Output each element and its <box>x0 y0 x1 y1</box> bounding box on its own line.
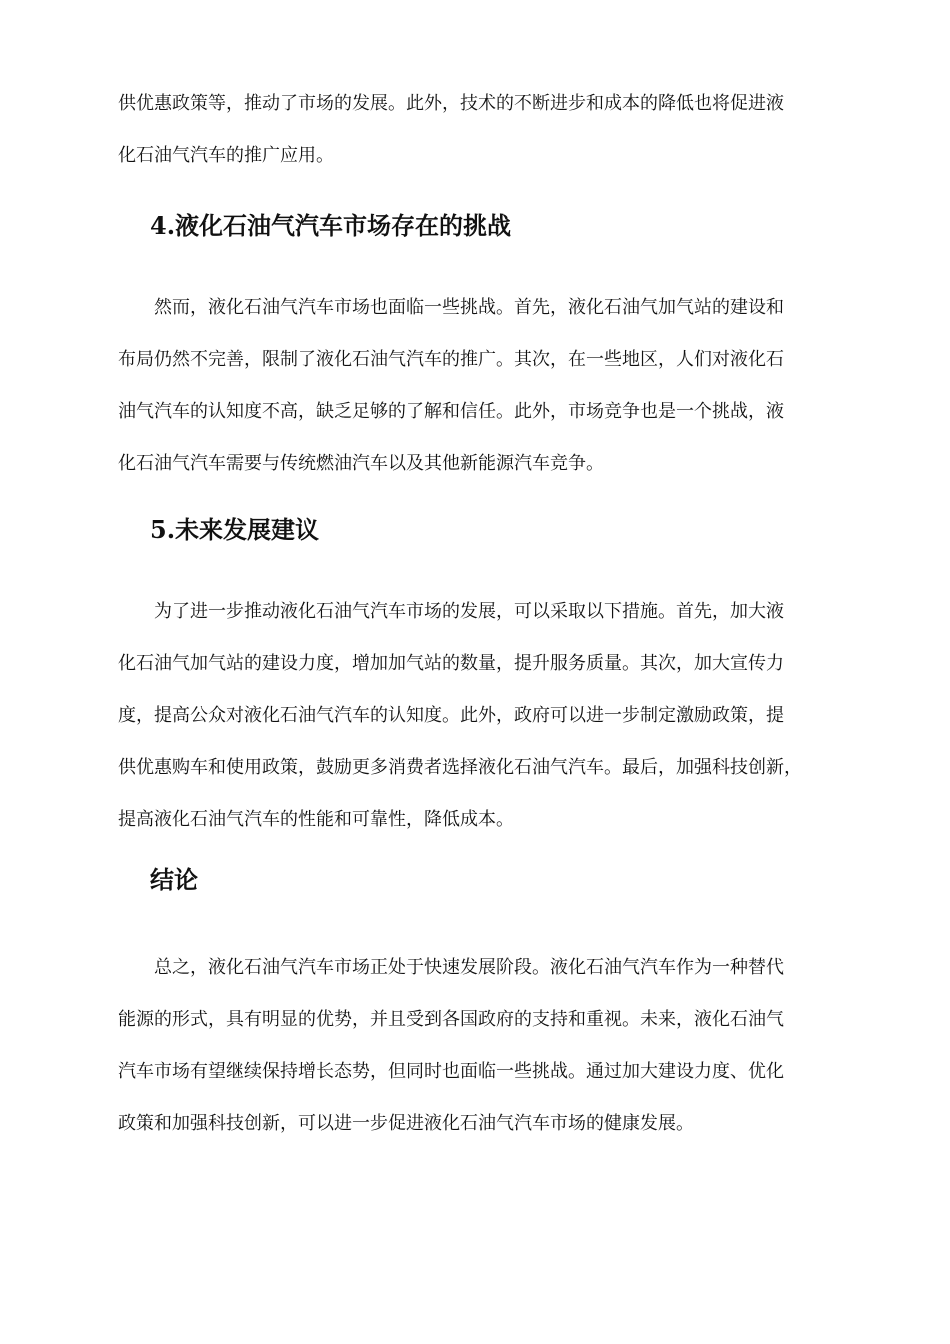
section-5-paragraph <box>118 586 836 846</box>
paragraph-line: 供优惠购车和使用政策，鼓励更多消费者选择液化石油气汽车。最后，加强科技创新， <box>118 757 802 778</box>
paragraph-line: 化石油气汽车需要与传统燃油汽车以及其他新能源汽车竞争。 <box>118 453 604 474</box>
paragraph-line: 化石油气加气站的建设力度，增加加气站的数量，提升服务质量。其次，加大宣传力 <box>118 653 784 674</box>
paragraph-line: 供优惠政策等，推动了市场的发展。此外，技术的不断进步和成本的降低也将促进液 <box>118 93 784 114</box>
paragraph-line: 化石油气汽车的推广应用。 <box>118 145 334 166</box>
paragraph-line: 度，提高公众对液化石油气汽车的认知度。此外，政府可以进一步制定激励政策，提 <box>118 705 784 726</box>
paragraph-line: 能源的形式，具有明显的优势，并且受到各国政府的支持和重视。未来，液化石油气 <box>118 1009 784 1030</box>
conclusion-paragraph <box>118 942 836 1150</box>
section-5-heading-block <box>118 510 836 550</box>
section-heading: 4.液化石油气汽车市场存在的挑战 <box>150 211 512 240</box>
paragraph-line: 然而，液化石油气汽车市场也面临一些挑战。首先，液化石油气加气站的建设和 <box>154 297 784 318</box>
section-heading: 5.未来发展建议 <box>150 515 320 544</box>
conclusion-heading-block <box>118 860 836 900</box>
paragraph-line: 政策和加强科技创新，可以进一步促进液化石油气汽车市场的健康发展。 <box>118 1113 694 1134</box>
paragraph-line: 提高液化石油气汽车的性能和可靠性，降低成本。 <box>118 809 514 830</box>
paragraph-line: 汽车市场有望继续保持增长态势，但同时也面临一些挑战。通过加大建设力度、优化 <box>118 1061 784 1082</box>
intro-paragraph <box>118 78 836 182</box>
paragraph-line: 布局仍然不完善，限制了液化石油气汽车的推广。其次，在一些地区，人们对液化石 <box>118 349 784 370</box>
section-4-heading-block <box>118 206 836 246</box>
section-4-paragraph <box>118 282 836 490</box>
paragraph-line: 油气汽车的认知度不高，缺乏足够的了解和信任。此外，市场竞争也是一个挑战，液 <box>118 401 784 422</box>
paragraph-line: 为了进一步推动液化石油气汽车市场的发展，可以采取以下措施。首先，加大液 <box>154 601 784 622</box>
paragraph-line: 总之，液化石油气汽车市场正处于快速发展阶段。液化石油气汽车作为一种替代 <box>154 957 784 978</box>
section-heading: 结论 <box>150 865 198 894</box>
